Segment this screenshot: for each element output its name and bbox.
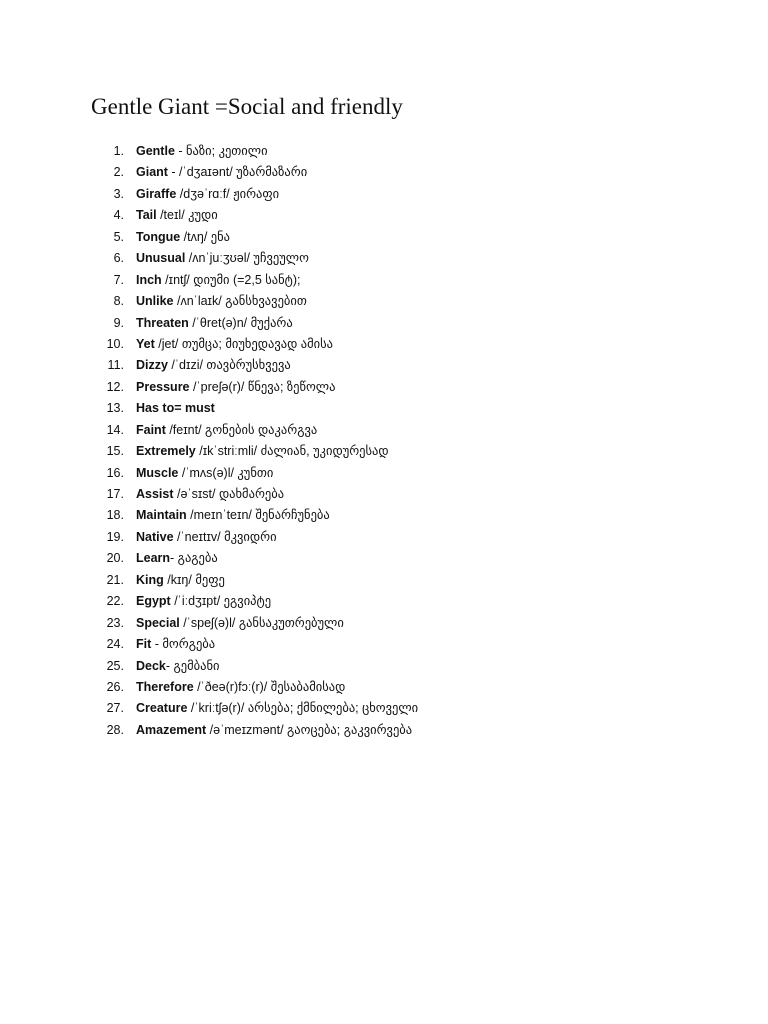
item-word: Fit [136,637,152,652]
item-word: Assist [136,487,174,501]
item-entry [136,313,293,334]
item-word: Egypt [136,594,171,609]
item-word: Threaten [136,315,189,330]
item-number: 2. [113,165,124,180]
item-definition: /meɪnˈteɪn/ შენარჩუნება [186,508,330,523]
item-number: 12. [106,379,124,394]
item-number: 25. [106,658,124,673]
item-definition: - მორგება [151,637,216,652]
item-entry [136,184,279,205]
item-word: Faint [136,422,166,437]
item-number: 14. [106,422,124,437]
item-definition: /ˈspeʃ(ə)l/ განსაკუთრებული [179,615,344,630]
item-number: 26. [106,679,124,694]
item-entry [136,570,225,591]
item-definition: - ნაზი; კეთილი [174,144,268,158]
item-word: Amazement [136,722,207,737]
item-entry [136,420,317,441]
item-word: Extremely [136,444,196,459]
item-entry [136,141,268,162]
item-number: 24. [106,637,124,652]
item-word: Pressure [136,379,190,394]
item-number: 22. [106,594,124,609]
item-entry [136,441,389,462]
item-definition: /tʌŋ/ ენა [180,229,230,244]
item-word: Therefore [136,679,194,694]
item-number: 23. [106,615,124,630]
item-word: Tongue [136,229,181,244]
item-word: King [136,572,164,587]
item-number: 16. [106,465,124,480]
item-entry [136,205,218,226]
item-entry [136,677,345,698]
item-word: Unusual [136,251,186,266]
item-number: 7. [113,272,124,287]
item-number: 3. [113,186,124,201]
item-entry [136,698,418,719]
item-number: 17. [106,487,124,501]
item-entry [136,527,277,548]
item-number: 21. [106,572,124,587]
item-definition: /ˈθret(ə)n/ მუქარა [188,315,293,330]
item-entry [136,720,412,741]
item-word: Giant [136,165,168,180]
item-definition: /ʌnˈjuːʒʊəl/ უჩვეულო [185,251,309,266]
item-definition: - /ˈdʒaɪənt/ უზარმაზარი [167,165,308,180]
item-word: Yet [136,336,155,351]
item-number: 11. [107,358,124,373]
item-entry [136,548,218,569]
item-entry [136,227,230,248]
item-entry [136,248,309,269]
item-word: Unlike [136,294,174,309]
item-number: 15. [106,444,124,459]
item-entry [136,334,333,355]
item-number: 1. [113,144,124,158]
item-definition: /ˈkriːtʃə(r)/ არსება; ქმნილება; ცხოველი [187,701,419,716]
item-entry [136,355,291,376]
item-word: Dizzy [136,358,168,373]
item-number: 6. [113,251,124,266]
item-word: Deck [136,658,166,673]
item-definition: /dʒəˈrɑːf/ ჟირაფი [176,186,280,201]
item-definition: /ɪkˈstriːmli/ ძალიან, უკიდურესად [195,444,389,459]
item-word: Giraffe [136,186,177,201]
item-word: Inch [136,272,162,287]
item-definition: /feɪnt/ გონების დაკარგვა [165,422,318,437]
item-definition: /ˈdɪzi/ თავბრუსხვევა [167,358,291,373]
item-word: Native [136,529,174,544]
item-number: 19. [106,529,124,544]
item-entry [136,505,330,526]
item-word: Learn [136,551,171,566]
item-definition: /ˈðeə(r)fɔː(r)/ შესაბამისად [193,679,346,694]
item-entry [136,291,307,312]
item-number: 10. [106,336,124,351]
item-definition: - გაგება [170,551,218,566]
item-entry [136,656,220,677]
item-definition: /ɪntʃ/ დიუმი (=2,5 სანტ); [161,272,301,287]
item-number: 9. [113,315,124,330]
item-word: Special [136,615,180,630]
item-entry [136,270,300,291]
page-title: Gentle Giant =Social and friendly [91,94,403,119]
item-definition: /jet/ თუმცა; მიუხედავად ამისა [154,336,334,351]
item-number: 20. [106,551,124,566]
item-word: Has to= must [136,401,215,416]
item-definition: /ˈneɪtɪv/ მკვიდრი [173,529,277,544]
item-definition: /ˈmʌs(ə)l/ კუნთი [178,465,274,480]
item-number: 8. [113,294,124,309]
item-definition: /əˈsɪst/ დახმარება [173,487,285,501]
item-word: Creature [136,701,188,716]
item-definition: /əˈmeɪzmənt/ გაოცება; გაკვირვება [206,722,413,737]
item-number: 5. [113,229,124,244]
item-number: 18. [106,508,124,523]
item-entry [136,377,335,398]
item-entry [136,463,273,484]
item-entry [136,591,271,612]
item-entry [136,398,215,419]
item-entry [136,634,215,655]
item-word: Maintain [136,508,187,523]
item-definition: /teɪl/ კუდი [156,208,218,223]
item-entry [136,613,344,634]
item-number: 13. [106,401,124,416]
item-definition: /ˈiːdʒɪpt/ ეგვიპტე [170,594,272,609]
item-word: Muscle [136,465,179,480]
item-entry [136,162,307,183]
item-definition: /ʌnˈlaɪk/ განსხვავებით [173,294,307,309]
item-number: 28. [106,722,124,737]
item-definition: /kɪŋ/ მეფე [163,572,225,587]
item-number: 27. [106,701,124,716]
item-word: Gentle [136,144,175,158]
item-definition: - გემბანი [165,658,220,673]
item-entry [136,484,284,505]
item-definition: /ˈpreʃə(r)/ წნევა; ზეწოლა [189,379,336,394]
item-word: Tail [136,208,157,223]
item-number: 4. [113,208,124,223]
